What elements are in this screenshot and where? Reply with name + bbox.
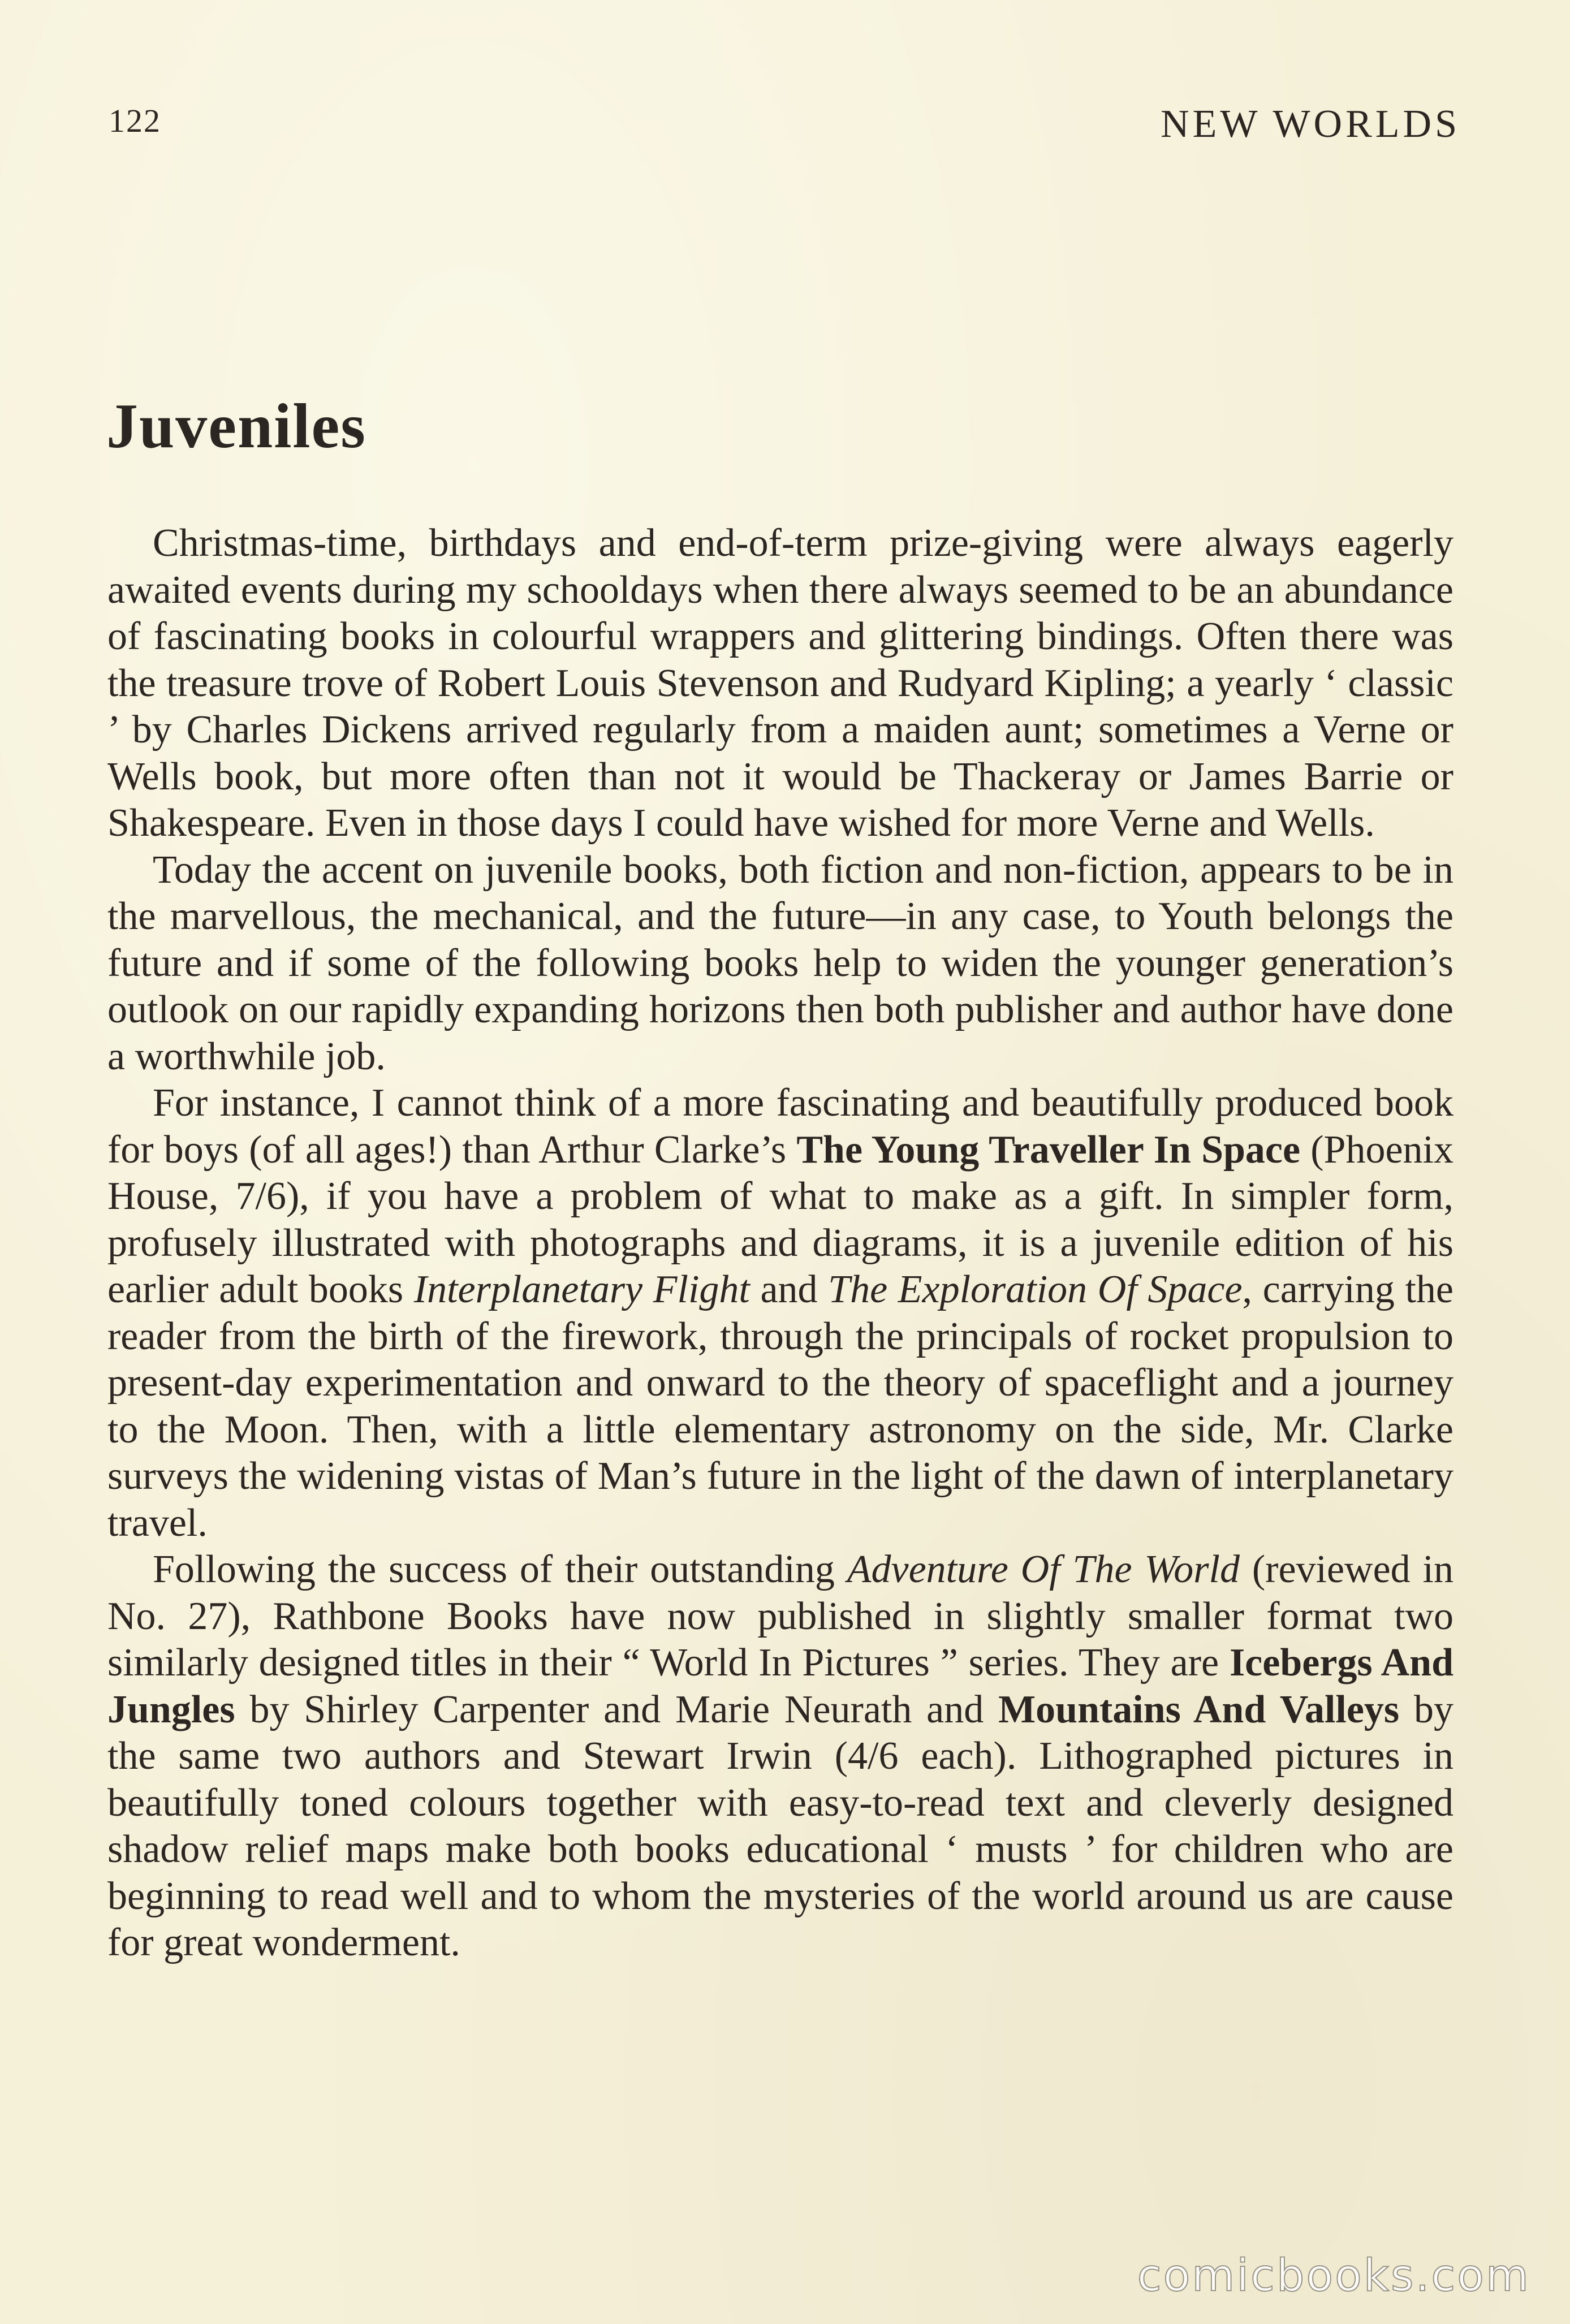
watermark: comicbooks.com: [1137, 2250, 1530, 2301]
paragraph: [107, 520, 1453, 847]
text-run: (Phoenix House, 7/6), if you have a problem of what to make as a gift. In simpler form, profusely illustrated with photographs and diagrams, it is a juvenile edition of his earlier adult books: [107, 1128, 1454, 1311]
book-title-bold: Mountains And Valleys: [998, 1687, 1400, 1731]
book-title-bold: The Young Traveller In Space: [796, 1128, 1301, 1172]
running-head: NEW WORLDS: [1161, 102, 1460, 146]
book-title-italic: Adventure Of The World: [847, 1548, 1240, 1591]
paragraph: [107, 1080, 1453, 1547]
paragraph: [107, 847, 1453, 1081]
text-run: Today the accent on juvenile books, both fiction and non-fiction, appears to be in the marvellous, the mechanical, and the future—in any case, to Youth belongs the future and if some of the following books help to widen the younger generation’s outlook on our rapidly expanding horizons then both publisher and author have done a worthwhile job.: [107, 848, 1453, 1078]
page-header: [109, 102, 1460, 147]
text-run: (reviewed in No. 27), Rathbone Books have now published in slightly smaller format two similarly designed titles in their “ World In Pictures ” series. They are: [107, 1548, 1453, 1684]
text-run: by the same two authors and Stewart Irwin (4/6 each). Lithographed pictures in beautifully toned colours together with easy-to-read text and cleverly designed shadow relief maps make both books educational ‘ musts ’ for children who are beginning to read well and to whom the mysteries of the world around us are cause for great wonderment.: [107, 1687, 1454, 1964]
text-run: and: [749, 1268, 829, 1311]
article-body: [107, 520, 1453, 1967]
text-run: Christmas-time, birthdays and end-of-term prize-giving were always eagerly awaited events during my schooldays when there always seemed to be an abundance of fascinating books in colourful wrappers and glittering bindings. Often there was the treasure trove of Robert Louis Stevenson and Rudyard Kipling; a yearly ‘ classic ’ by Charles Dickens arrived regularly from a maiden aunt; sometimes a Verne or Wells book, but more often than not it would be Thackeray or James Barrie or Shakespeare. Even in those days I could have wished for more Verne and Wells.: [107, 521, 1453, 845]
text-run: by Shirley Carpenter and Marie Neurath and: [235, 1687, 999, 1731]
book-title-italic: Interplanetary Flight: [413, 1268, 750, 1311]
paragraph: [107, 1547, 1453, 1967]
article-title: Juveniles: [106, 391, 366, 461]
page-number: 122: [109, 102, 161, 139]
book-title-bold: Icebergs And Jungles: [107, 1641, 1453, 1731]
text-run: Following the success of their outstanding: [153, 1548, 847, 1591]
text-run: For instance, I cannot think of a more fascinating and beautifully produced book for boys (of all ages!) than Arthur Clarke’s: [107, 1081, 1453, 1172]
text-run: , carrying the reader from the birth of the firework, through the principals of rocket propulsion to present-day experimentation and onward to the theory of spaceflight and a journey to the Moon. Then, with a little elementary astronomy on the side, Mr. Clarke surveys the widening vistas of Man’s future in the light of the dawn of interplanetary travel.: [107, 1268, 1453, 1545]
book-title-italic: The Exploration Of Space: [828, 1268, 1243, 1311]
